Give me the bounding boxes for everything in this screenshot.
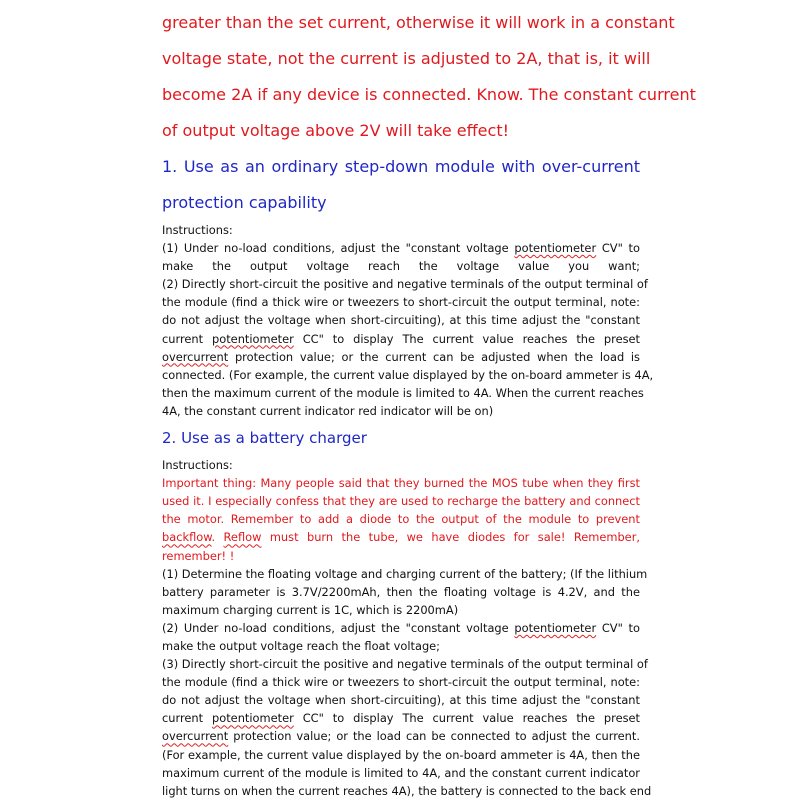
section2-heading: 2. Use as a battery charger: [162, 429, 367, 448]
intro-line: voltage state, not the current is adjusted to 2A, that is, it will: [162, 49, 651, 68]
section2-line: current potentiometer CC" to display The current value reaches the preset: [162, 711, 641, 726]
important-line: the motor. Remember to add a diode to the output of the module to prevent: [162, 512, 640, 527]
important-line: remember! !: [162, 548, 235, 563]
section2-line: (3) Directly short-circuit the positive and negative terminals of the output terminal of: [162, 657, 648, 672]
section1-heading-line: 1. Use as an ordinary step-down module with over-current: [162, 157, 640, 176]
spellcheck-word: potentiometer: [212, 711, 294, 726]
section1-heading: [162, 149, 640, 221]
spellcheck-word: Reflow: [223, 530, 262, 545]
spellcheck-word: backflow: [162, 530, 212, 545]
section2-line: (2) Under no-load conditions, adjust the "constant voltage potentiometer CV" to: [162, 620, 640, 635]
important-line: used it. I especially confess that they are used to recharge the battery and connect: [162, 494, 640, 509]
section1-line: make the output voltage reach the voltage value you want;: [162, 259, 640, 274]
important-note: [162, 474, 640, 564]
spellcheck-word: potentiometer: [212, 331, 294, 346]
section1-body: [162, 221, 654, 420]
section2-instructions-label: Instructions:: [162, 458, 233, 473]
section2-line: maximum current of the module is limited to 4A, and the constant current indicator: [162, 765, 640, 780]
intro-line: become 2A if any device is connected. Know. The constant current: [162, 85, 696, 104]
section1-line: do not adjust the voltage when short-circuiting), at this time adjust the "constant: [162, 313, 640, 328]
section1-heading-line: protection capability: [162, 193, 327, 212]
spellcheck-word: overcurrent: [162, 729, 229, 744]
section1-line: (2) Directly short-circuit the positive and negative terminals of the output terminal of: [162, 277, 648, 292]
section2-line: make the output voltage reach the float voltage;: [162, 638, 441, 653]
section1-line: overcurrent protection value; or the current can be adjusted when the load is: [162, 349, 640, 364]
section1-line: then the maximum current of the module is limited to 4A. When the current reaches: [162, 385, 644, 400]
intro-line: of output voltage above 2V will take effect!: [162, 121, 509, 140]
section1-line: current potentiometer CC" to display The current value reaches the preset: [162, 331, 641, 346]
spellcheck-word: potentiometer: [514, 241, 597, 256]
section1-line: 4A, the constant current indicator red indicator will be on): [162, 403, 494, 418]
section2-lines: [162, 565, 652, 800]
section1-line: connected. (For example, the current value displayed by the on-board ammeter is 4A,: [162, 367, 654, 382]
intro-line: greater than the set current, otherwise it will work in a constant: [162, 13, 675, 32]
section2-line: (For example, the current value displayed by the on-board ammeter is 4A, then the: [162, 747, 640, 762]
important-line: backflow. Reflow must burn the tube, we have diodes for sale! Remember,: [162, 530, 640, 545]
spellcheck-word: overcurrent: [162, 349, 229, 364]
section2-line: (1) Determine the floating voltage and charging current of the battery; (If the lithium: [162, 566, 648, 581]
section1-instructions-label: Instructions:: [162, 223, 233, 237]
section1-line: (1) Under no-load conditions, adjust the "constant voltage potentiometer CV" to: [162, 241, 640, 256]
important-line: Important thing: Many people said that they burned the MOS tube when they first: [162, 476, 640, 491]
document-page: [162, 0, 696, 800]
section1-line: the module (find a thick wire or tweezers to short-circuit the output terminal, note:: [162, 295, 640, 310]
section2-line: the module (find a thick wire or tweezers to short-circuit the output terminal, note:: [162, 675, 640, 690]
section2-line: overcurrent protection value; or the load can be connected to adjust the current.: [162, 729, 640, 744]
section2-line: do not adjust the voltage when short-circuiting), at this time adjust the "constant: [162, 693, 640, 708]
spellcheck-word: potentiometer: [514, 620, 597, 635]
section2-line: battery parameter is 3.7V/2200mAh, then the floating voltage is 4.2V, and the: [162, 584, 640, 599]
section2-body: [162, 456, 652, 800]
intro-red-paragraph: [162, 5, 696, 149]
section2-line: light turns on when the current reaches 4A), the battery is connected to the back end: [162, 783, 652, 798]
section1-lines: [162, 239, 654, 420]
section2-line: maximum charging current is 1C, which is 2200mA): [162, 602, 459, 617]
